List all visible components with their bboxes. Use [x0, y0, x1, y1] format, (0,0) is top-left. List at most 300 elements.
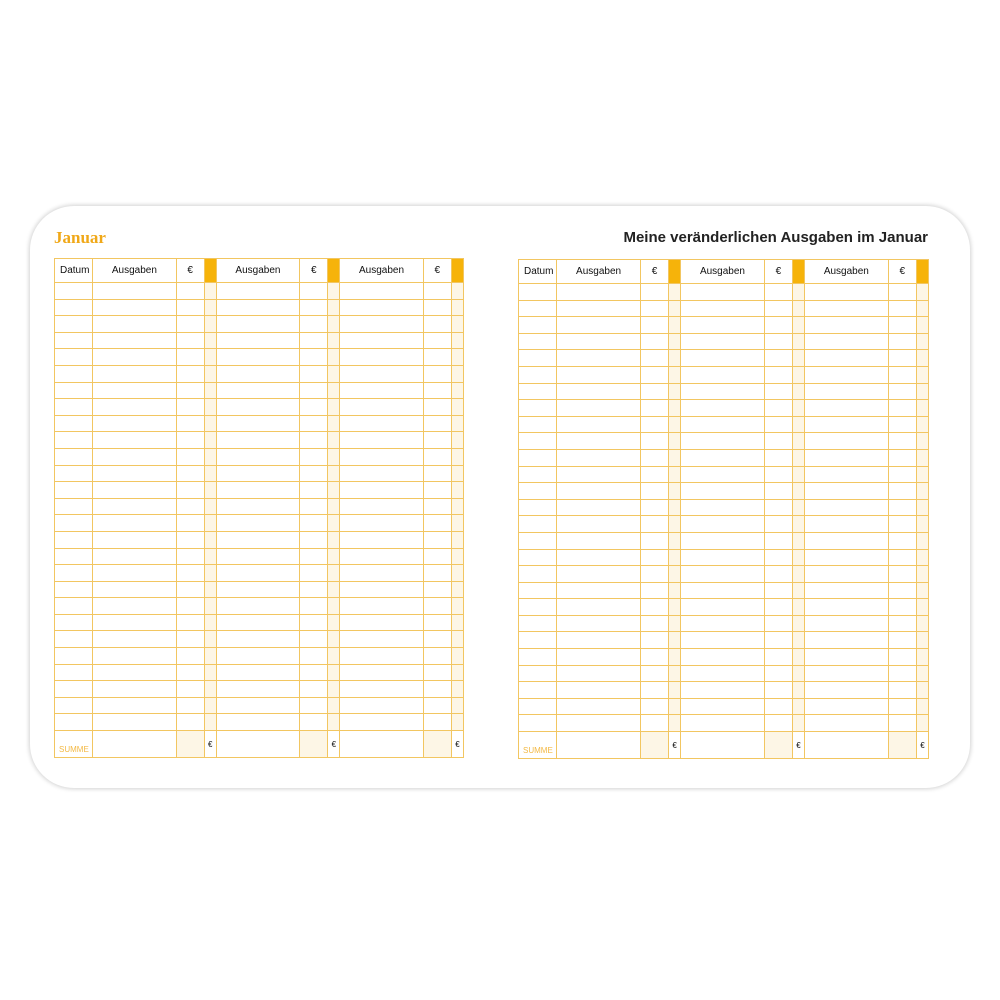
cents-cell[interactable]: [916, 499, 928, 516]
date-cell[interactable]: [55, 664, 93, 681]
cents-cell[interactable]: [451, 283, 463, 300]
expense-cell[interactable]: [557, 549, 641, 566]
expense-cell[interactable]: [216, 432, 299, 449]
expense-cell[interactable]: [805, 698, 889, 715]
amount-cell[interactable]: [300, 714, 328, 731]
cents-cell[interactable]: [204, 548, 216, 565]
expense-cell[interactable]: [340, 598, 423, 615]
amount-cell[interactable]: [176, 714, 204, 731]
amount-cell[interactable]: [888, 416, 916, 433]
amount-cell[interactable]: [300, 581, 328, 598]
cents-cell[interactable]: [204, 714, 216, 731]
cents-cell[interactable]: [204, 565, 216, 582]
date-cell[interactable]: [519, 682, 557, 699]
amount-cell[interactable]: [764, 682, 792, 699]
date-cell[interactable]: [519, 449, 557, 466]
amount-cell[interactable]: [640, 400, 668, 417]
date-cell[interactable]: [519, 698, 557, 715]
cents-cell[interactable]: [204, 697, 216, 714]
cents-cell[interactable]: [792, 665, 804, 682]
cents-cell[interactable]: [451, 531, 463, 548]
expense-cell[interactable]: [93, 664, 176, 681]
expense-cell[interactable]: [216, 714, 299, 731]
amount-cell[interactable]: [764, 698, 792, 715]
expense-cell[interactable]: [93, 697, 176, 714]
cents-cell[interactable]: [451, 697, 463, 714]
cents-cell[interactable]: [792, 433, 804, 450]
amount-cell[interactable]: [764, 516, 792, 533]
expense-cell[interactable]: [805, 599, 889, 616]
cents-cell[interactable]: [916, 715, 928, 732]
expense-cell[interactable]: [805, 466, 889, 483]
date-cell[interactable]: [519, 632, 557, 649]
expense-cell[interactable]: [805, 416, 889, 433]
amount-cell[interactable]: [176, 382, 204, 399]
amount-cell[interactable]: [888, 682, 916, 699]
cents-cell[interactable]: [669, 317, 681, 334]
cents-cell[interactable]: [204, 515, 216, 532]
amount-cell[interactable]: [423, 498, 451, 515]
cents-cell[interactable]: [328, 681, 340, 698]
amount-cell[interactable]: [423, 332, 451, 349]
expense-cell[interactable]: [93, 432, 176, 449]
amount-cell[interactable]: [176, 598, 204, 615]
cents-cell[interactable]: [328, 598, 340, 615]
expense-cell[interactable]: [557, 532, 641, 549]
expense-cell[interactable]: [805, 483, 889, 500]
date-cell[interactable]: [55, 448, 93, 465]
date-cell[interactable]: [55, 399, 93, 416]
amount-cell[interactable]: [300, 332, 328, 349]
expense-cell[interactable]: [216, 283, 299, 300]
expense-cell[interactable]: [340, 365, 423, 382]
date-cell[interactable]: [55, 316, 93, 333]
amount-cell[interactable]: [888, 333, 916, 350]
amount-cell[interactable]: [423, 448, 451, 465]
cents-cell[interactable]: [792, 284, 804, 301]
expense-cell[interactable]: [681, 300, 765, 317]
amount-cell[interactable]: [423, 664, 451, 681]
cents-cell[interactable]: [916, 284, 928, 301]
cents-cell[interactable]: [792, 449, 804, 466]
cents-cell[interactable]: [916, 449, 928, 466]
amount-cell[interactable]: [764, 466, 792, 483]
cents-cell[interactable]: [669, 300, 681, 317]
amount-cell[interactable]: [888, 317, 916, 334]
amount-cell[interactable]: [888, 350, 916, 367]
date-cell[interactable]: [519, 715, 557, 732]
expense-cell[interactable]: [681, 649, 765, 666]
cents-cell[interactable]: [328, 581, 340, 598]
cents-cell[interactable]: [669, 466, 681, 483]
amount-cell[interactable]: [888, 532, 916, 549]
cents-cell[interactable]: [916, 300, 928, 317]
amount-cell[interactable]: [640, 333, 668, 350]
amount-cell[interactable]: [888, 284, 916, 301]
amount-cell[interactable]: [423, 531, 451, 548]
amount-cell[interactable]: [640, 715, 668, 732]
expense-cell[interactable]: [93, 565, 176, 582]
cents-cell[interactable]: [916, 599, 928, 616]
expense-cell[interactable]: [93, 714, 176, 731]
date-cell[interactable]: [55, 714, 93, 731]
amount-cell[interactable]: [640, 449, 668, 466]
amount-cell[interactable]: [176, 697, 204, 714]
amount-cell[interactable]: [176, 482, 204, 499]
amount-cell[interactable]: [423, 598, 451, 615]
amount-cell[interactable]: [423, 349, 451, 366]
cents-cell[interactable]: [328, 648, 340, 665]
date-cell[interactable]: [55, 648, 93, 665]
expense-cell[interactable]: [681, 599, 765, 616]
cents-cell[interactable]: [669, 715, 681, 732]
cents-cell[interactable]: [916, 350, 928, 367]
expense-cell[interactable]: [557, 649, 641, 666]
cents-cell[interactable]: [916, 632, 928, 649]
expense-cell[interactable]: [93, 382, 176, 399]
amount-cell[interactable]: [888, 566, 916, 583]
date-cell[interactable]: [55, 465, 93, 482]
amount-cell[interactable]: [176, 648, 204, 665]
amount-cell[interactable]: [423, 648, 451, 665]
expense-cell[interactable]: [557, 483, 641, 500]
cents-cell[interactable]: [669, 416, 681, 433]
expense-cell[interactable]: [216, 565, 299, 582]
amount-cell[interactable]: [764, 483, 792, 500]
amount-cell[interactable]: [423, 399, 451, 416]
cents-cell[interactable]: [669, 284, 681, 301]
expense-cell[interactable]: [681, 582, 765, 599]
expense-cell[interactable]: [557, 433, 641, 450]
amount-cell[interactable]: [423, 482, 451, 499]
cents-cell[interactable]: [916, 483, 928, 500]
date-cell[interactable]: [519, 350, 557, 367]
expense-cell[interactable]: [216, 382, 299, 399]
amount-cell[interactable]: [300, 365, 328, 382]
expense-cell[interactable]: [340, 548, 423, 565]
amount-cell[interactable]: [640, 599, 668, 616]
expense-cell[interactable]: [681, 615, 765, 632]
cents-cell[interactable]: [916, 532, 928, 549]
amount-cell[interactable]: [176, 631, 204, 648]
expense-cell[interactable]: [340, 349, 423, 366]
cents-cell[interactable]: [669, 549, 681, 566]
date-cell[interactable]: [55, 382, 93, 399]
expense-cell[interactable]: [216, 498, 299, 515]
cents-cell[interactable]: [792, 649, 804, 666]
expense-cell[interactable]: [340, 482, 423, 499]
expense-cell[interactable]: [805, 300, 889, 317]
amount-cell[interactable]: [300, 515, 328, 532]
expense-cell[interactable]: [557, 449, 641, 466]
expense-cell[interactable]: [805, 350, 889, 367]
cents-cell[interactable]: [451, 598, 463, 615]
expense-cell[interactable]: [93, 316, 176, 333]
cents-cell[interactable]: [451, 631, 463, 648]
cents-cell[interactable]: [204, 631, 216, 648]
expense-cell[interactable]: [805, 615, 889, 632]
expense-cell[interactable]: [216, 681, 299, 698]
date-cell[interactable]: [519, 433, 557, 450]
date-cell[interactable]: [55, 531, 93, 548]
amount-cell[interactable]: [176, 365, 204, 382]
amount-cell[interactable]: [888, 400, 916, 417]
amount-cell[interactable]: [300, 399, 328, 416]
date-cell[interactable]: [519, 615, 557, 632]
cents-cell[interactable]: [792, 416, 804, 433]
cents-cell[interactable]: [669, 516, 681, 533]
amount-cell[interactable]: [888, 549, 916, 566]
expense-cell[interactable]: [805, 665, 889, 682]
expense-cell[interactable]: [805, 516, 889, 533]
amount-cell[interactable]: [640, 649, 668, 666]
amount-cell[interactable]: [764, 566, 792, 583]
amount-cell[interactable]: [176, 316, 204, 333]
cents-cell[interactable]: [451, 382, 463, 399]
expense-cell[interactable]: [216, 664, 299, 681]
amount-cell[interactable]: [640, 582, 668, 599]
amount-cell[interactable]: [300, 349, 328, 366]
date-cell[interactable]: [55, 415, 93, 432]
cents-cell[interactable]: [916, 566, 928, 583]
cents-cell[interactable]: [669, 599, 681, 616]
amount-cell[interactable]: [423, 382, 451, 399]
cents-cell[interactable]: [328, 482, 340, 499]
cents-cell[interactable]: [792, 300, 804, 317]
expense-cell[interactable]: [557, 300, 641, 317]
amount-cell[interactable]: [888, 366, 916, 383]
cents-cell[interactable]: [451, 614, 463, 631]
cents-cell[interactable]: [916, 433, 928, 450]
cents-cell[interactable]: [204, 349, 216, 366]
amount-cell[interactable]: [640, 549, 668, 566]
cents-cell[interactable]: [669, 483, 681, 500]
amount-cell[interactable]: [640, 433, 668, 450]
expense-cell[interactable]: [681, 416, 765, 433]
cents-cell[interactable]: [792, 532, 804, 549]
amount-cell[interactable]: [640, 466, 668, 483]
amount-cell[interactable]: [300, 614, 328, 631]
expense-cell[interactable]: [340, 714, 423, 731]
expense-cell[interactable]: [805, 284, 889, 301]
cents-cell[interactable]: [328, 382, 340, 399]
expense-cell[interactable]: [340, 432, 423, 449]
cents-cell[interactable]: [792, 466, 804, 483]
expense-cell[interactable]: [340, 614, 423, 631]
amount-cell[interactable]: [423, 316, 451, 333]
expense-cell[interactable]: [340, 299, 423, 316]
amount-cell[interactable]: [423, 681, 451, 698]
amount-cell[interactable]: [300, 382, 328, 399]
amount-cell[interactable]: [300, 631, 328, 648]
date-cell[interactable]: [519, 549, 557, 566]
expense-cell[interactable]: [340, 448, 423, 465]
date-cell[interactable]: [55, 332, 93, 349]
amount-cell[interactable]: [176, 548, 204, 565]
amount-cell[interactable]: [423, 432, 451, 449]
cents-cell[interactable]: [204, 465, 216, 482]
expense-cell[interactable]: [216, 631, 299, 648]
amount-cell[interactable]: [888, 516, 916, 533]
amount-cell[interactable]: [764, 366, 792, 383]
cents-cell[interactable]: [792, 350, 804, 367]
expense-cell[interactable]: [805, 715, 889, 732]
amount-cell[interactable]: [764, 300, 792, 317]
cents-cell[interactable]: [792, 549, 804, 566]
amount-cell[interactable]: [423, 548, 451, 565]
cents-cell[interactable]: [916, 366, 928, 383]
amount-cell[interactable]: [764, 449, 792, 466]
expense-cell[interactable]: [216, 515, 299, 532]
amount-cell[interactable]: [640, 416, 668, 433]
expense-cell[interactable]: [340, 465, 423, 482]
amount-cell[interactable]: [300, 299, 328, 316]
cents-cell[interactable]: [669, 433, 681, 450]
amount-cell[interactable]: [764, 582, 792, 599]
expense-cell[interactable]: [557, 383, 641, 400]
expense-cell[interactable]: [681, 449, 765, 466]
date-cell[interactable]: [55, 349, 93, 366]
expense-cell[interactable]: [805, 383, 889, 400]
cents-cell[interactable]: [451, 299, 463, 316]
cents-cell[interactable]: [792, 516, 804, 533]
date-cell[interactable]: [55, 515, 93, 532]
amount-cell[interactable]: [300, 316, 328, 333]
cents-cell[interactable]: [204, 415, 216, 432]
expense-cell[interactable]: [805, 582, 889, 599]
cents-cell[interactable]: [451, 482, 463, 499]
cents-cell[interactable]: [916, 383, 928, 400]
expense-cell[interactable]: [93, 448, 176, 465]
date-cell[interactable]: [519, 466, 557, 483]
amount-cell[interactable]: [888, 449, 916, 466]
cents-cell[interactable]: [328, 664, 340, 681]
cents-cell[interactable]: [204, 365, 216, 382]
cents-cell[interactable]: [669, 582, 681, 599]
cents-cell[interactable]: [328, 448, 340, 465]
cents-cell[interactable]: [792, 499, 804, 516]
expense-cell[interactable]: [93, 482, 176, 499]
cents-cell[interactable]: [792, 383, 804, 400]
amount-cell[interactable]: [640, 350, 668, 367]
amount-cell[interactable]: [176, 681, 204, 698]
cents-cell[interactable]: [669, 566, 681, 583]
expense-cell[interactable]: [805, 649, 889, 666]
expense-cell[interactable]: [93, 399, 176, 416]
expense-cell[interactable]: [216, 349, 299, 366]
expense-cell[interactable]: [340, 531, 423, 548]
expense-cell[interactable]: [681, 400, 765, 417]
amount-cell[interactable]: [300, 465, 328, 482]
expense-cell[interactable]: [681, 499, 765, 516]
amount-cell[interactable]: [764, 715, 792, 732]
amount-cell[interactable]: [888, 433, 916, 450]
cents-cell[interactable]: [328, 614, 340, 631]
cents-cell[interactable]: [204, 316, 216, 333]
amount-cell[interactable]: [300, 565, 328, 582]
cents-cell[interactable]: [328, 432, 340, 449]
date-cell[interactable]: [519, 416, 557, 433]
expense-cell[interactable]: [93, 548, 176, 565]
cents-cell[interactable]: [916, 333, 928, 350]
amount-cell[interactable]: [764, 433, 792, 450]
cents-cell[interactable]: [669, 499, 681, 516]
cents-cell[interactable]: [451, 349, 463, 366]
amount-cell[interactable]: [764, 665, 792, 682]
expense-cell[interactable]: [216, 598, 299, 615]
amount-cell[interactable]: [423, 565, 451, 582]
expense-cell[interactable]: [340, 515, 423, 532]
expense-cell[interactable]: [216, 332, 299, 349]
expense-cell[interactable]: [216, 465, 299, 482]
amount-cell[interactable]: [640, 682, 668, 699]
expense-cell[interactable]: [805, 400, 889, 417]
amount-cell[interactable]: [888, 715, 916, 732]
expense-cell[interactable]: [93, 648, 176, 665]
expense-cell[interactable]: [805, 566, 889, 583]
expense-cell[interactable]: [557, 582, 641, 599]
cents-cell[interactable]: [328, 498, 340, 515]
expense-cell[interactable]: [681, 317, 765, 334]
expense-cell[interactable]: [805, 366, 889, 383]
amount-cell[interactable]: [176, 581, 204, 598]
expense-cell[interactable]: [805, 499, 889, 516]
expense-cell[interactable]: [805, 317, 889, 334]
expense-cell[interactable]: [340, 697, 423, 714]
date-cell[interactable]: [519, 317, 557, 334]
amount-cell[interactable]: [888, 466, 916, 483]
expense-cell[interactable]: [216, 316, 299, 333]
cents-cell[interactable]: [328, 399, 340, 416]
amount-cell[interactable]: [176, 565, 204, 582]
cents-cell[interactable]: [669, 632, 681, 649]
cents-cell[interactable]: [916, 516, 928, 533]
expense-cell[interactable]: [805, 682, 889, 699]
cents-cell[interactable]: [669, 649, 681, 666]
amount-cell[interactable]: [300, 548, 328, 565]
expense-cell[interactable]: [681, 632, 765, 649]
amount-cell[interactable]: [640, 698, 668, 715]
expense-cell[interactable]: [93, 283, 176, 300]
cents-cell[interactable]: [204, 664, 216, 681]
cents-cell[interactable]: [916, 400, 928, 417]
cents-cell[interactable]: [669, 682, 681, 699]
expense-cell[interactable]: [340, 581, 423, 598]
date-cell[interactable]: [55, 432, 93, 449]
date-cell[interactable]: [55, 299, 93, 316]
expense-cell[interactable]: [340, 332, 423, 349]
cents-cell[interactable]: [451, 648, 463, 665]
amount-cell[interactable]: [764, 532, 792, 549]
expense-cell[interactable]: [557, 350, 641, 367]
cents-cell[interactable]: [204, 432, 216, 449]
expense-cell[interactable]: [557, 366, 641, 383]
expense-cell[interactable]: [681, 715, 765, 732]
cents-cell[interactable]: [328, 515, 340, 532]
expense-cell[interactable]: [93, 299, 176, 316]
cents-cell[interactable]: [451, 498, 463, 515]
cents-cell[interactable]: [328, 565, 340, 582]
cents-cell[interactable]: [792, 333, 804, 350]
amount-cell[interactable]: [300, 482, 328, 499]
expense-cell[interactable]: [93, 332, 176, 349]
cents-cell[interactable]: [916, 682, 928, 699]
expense-cell[interactable]: [340, 316, 423, 333]
cents-cell[interactable]: [451, 432, 463, 449]
expense-cell[interactable]: [557, 317, 641, 334]
expense-cell[interactable]: [93, 498, 176, 515]
amount-cell[interactable]: [640, 566, 668, 583]
